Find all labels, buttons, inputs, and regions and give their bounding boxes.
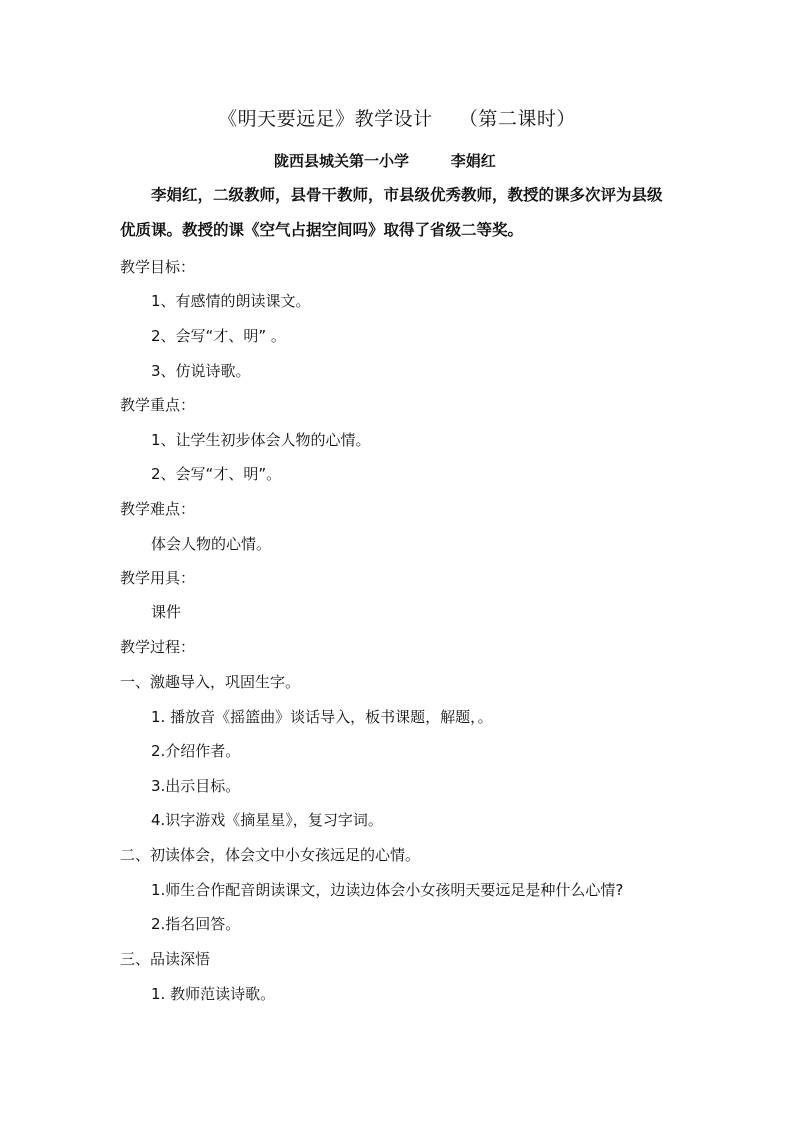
key-point-item: 2、会写“才、明”。 <box>151 465 282 483</box>
section-item: 1.师生合作配音朗读课文，边读边体会小女孩明天要远足是种什么心情? <box>151 881 624 899</box>
difficulty-text: 体会人物的心情。 <box>151 535 272 553</box>
process-heading: 教学过程： <box>120 638 196 656</box>
author-bio: 李娟红，二级教师，县骨干教师，市县级优秀教师，教授的课多次评为县级优质课。教授的课《空气占据空间吗》取得了省级二等奖。 <box>120 186 663 239</box>
section-item: 2.介绍作者。 <box>151 742 241 760</box>
section-heading: 二、初读体会，体会文中小女孩远足的心情。 <box>120 846 421 864</box>
objective-item: 2、会写“才、明” 。 <box>151 327 286 345</box>
author-line: 陇西县城关第一小学 李娟红 <box>274 152 496 170</box>
difficulty-heading: 教学难点： <box>120 500 196 518</box>
objectives-heading: 教学目标： <box>120 258 196 276</box>
objective-item: 3、仿说诗歌。 <box>151 362 251 380</box>
document-title: 《明天要远足》教学设计 （第二课时） <box>218 108 576 130</box>
section-item: 3.出示目标。 <box>151 777 241 795</box>
key-point-item: 1、让学生初步体会人物的心情。 <box>151 431 371 449</box>
section-heading: 一、激趣导入，巩固生字。 <box>120 673 301 691</box>
objective-item: 1、有感情的朗读课文。 <box>151 292 311 310</box>
section-item: 2.指名回答。 <box>151 915 241 933</box>
section-item: 4.识字游戏《摘星星》，复习字词。 <box>151 811 383 829</box>
tools-text: 课件 <box>151 603 182 621</box>
tools-heading: 教学用具： <box>120 569 196 587</box>
key-points-heading: 教学重点： <box>120 396 196 414</box>
section-item: 1. 教师范读诗歌。 <box>151 985 276 1003</box>
section-heading: 三、品读深悟 <box>120 950 211 968</box>
section-item: 1. 播放音《摇篮曲》谈话导入，板书课题，解题，。 <box>151 708 493 726</box>
